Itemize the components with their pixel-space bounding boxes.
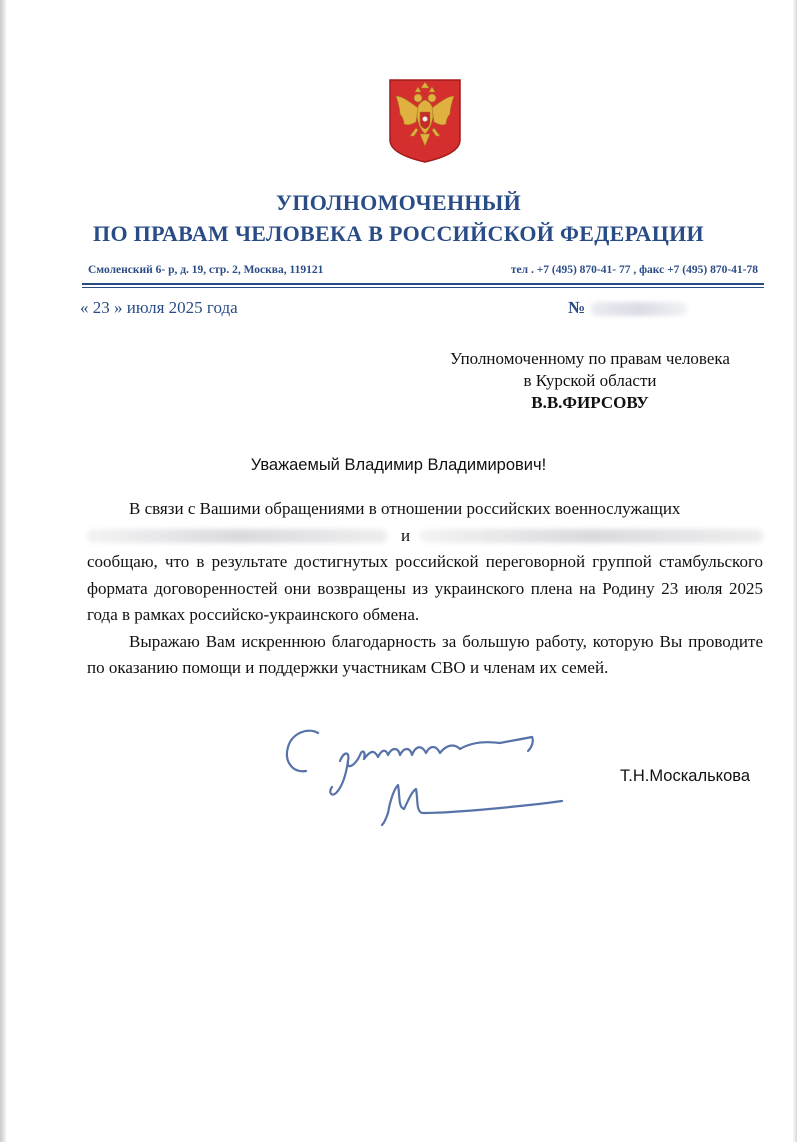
addressee-line1: Уполномоченному по правам человека [450, 349, 730, 368]
office-address: Смоленский 6- р, д. 19, стр. 2, Москва, 119121 [88, 264, 324, 276]
page-edge-right [793, 0, 797, 1142]
letter-body [87, 496, 763, 682]
org-title-line2: ПО ПРАВАМ ЧЕЛОВЕКА В РОССИЙСКОЙ ФЕДЕРАЦИИ [93, 221, 704, 246]
addressee-line2: в Курской области [523, 371, 657, 390]
phone-fax: тел . +7 (495) 870-41- 77 , факс +7 (495) 870-41-78 [510, 264, 758, 276]
org-title-line1: УПОЛНОМОЧЕННЫЙ [275, 190, 522, 215]
salutation: Уважаемый Владимир Владимирович! [250, 456, 547, 474]
letterhead-rule [82, 283, 764, 285]
signer-name: Т.Н.Москалькова [620, 767, 751, 785]
redacted-number [591, 302, 687, 316]
redacted-name-2 [420, 529, 763, 543]
number-sign: № [568, 298, 586, 317]
letter-date: « 23 » июля 2025 года [80, 298, 238, 317]
page-edge-left [0, 0, 6, 1142]
paragraph-1-rest: сообщаю, что в результате достигнутых российской переговорной группой стамбульского формата договоренностей они возвращены из украинского плена на Родину 23 июля 2025 года в рамках российско-украинского обмена. [87, 552, 763, 624]
handwritten-signature [270, 715, 570, 835]
addressee-block [420, 348, 760, 414]
coat-of-arms-icon [388, 78, 462, 164]
redacted-names-line [87, 523, 763, 550]
letterhead-rule-thin [82, 287, 764, 288]
paragraph-2: Выражаю Вам искреннюю благодарность за большую работу, которую Вы проводите по оказанию помощи и поддержки участникам СВО и членам их семей. [87, 631, 763, 677]
paragraph-1-line1: В связи с Вашими обращениями в отношении российских военнослужащих [129, 499, 681, 518]
conjunction: и [401, 525, 411, 545]
redacted-name-1 [87, 529, 387, 543]
addressee-name: В.В.ФИРСОВУ [531, 393, 649, 412]
letter-number [568, 298, 687, 318]
